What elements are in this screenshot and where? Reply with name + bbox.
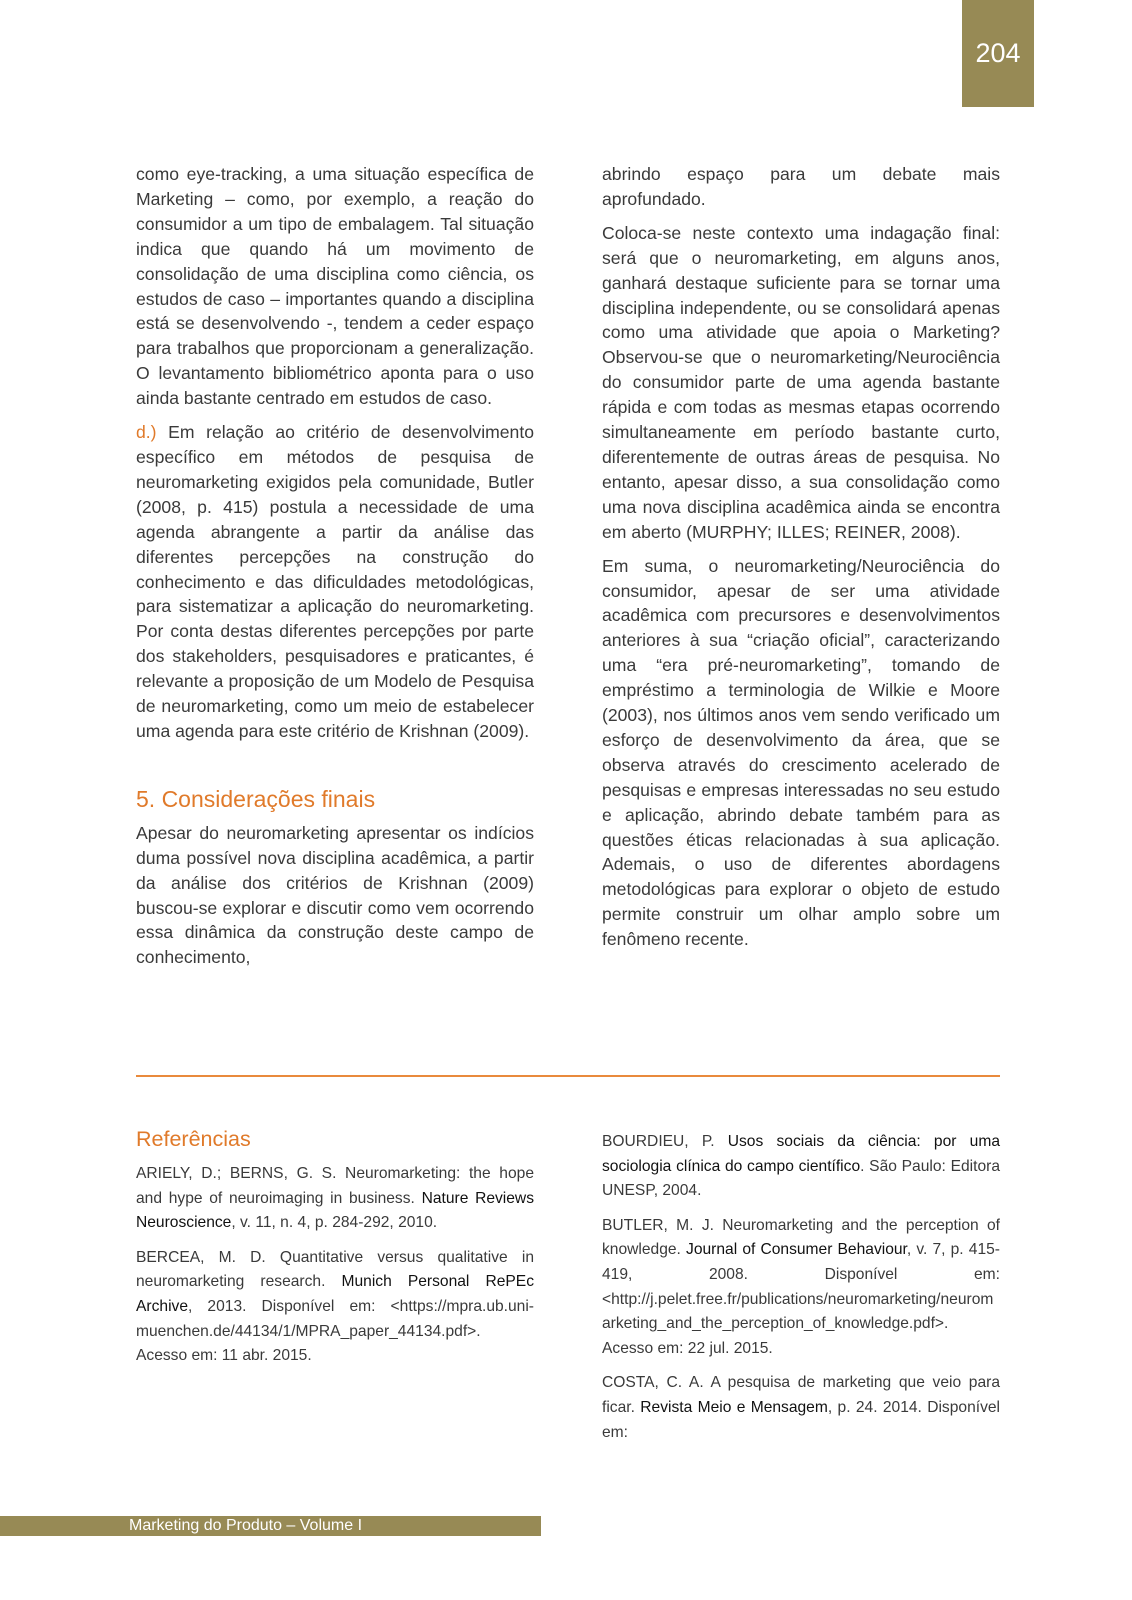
page-number: 204 bbox=[962, 0, 1034, 107]
reference-entry bbox=[136, 1246, 534, 1369]
references-heading: Referências bbox=[136, 1127, 251, 1151]
references-left bbox=[136, 1126, 534, 1379]
reference-source: Munich Personal RePEc Archive bbox=[136, 1273, 534, 1315]
reference-text: , v. 7, p. 415-419, 2008. Disponível em: <http://j.pelet.free.fr/publications/neuromarketing/neuromarketing_and_the_perception_of_knowledge.pdf>. Acesso em: 22 jul. 2015. bbox=[602, 1241, 1000, 1357]
reference-source: Journal of Consumer Behaviour bbox=[686, 1241, 907, 1259]
reference-text: , p. 24. 2014. Disponível em: bbox=[602, 1398, 1001, 1441]
item-text: Em relação ao critério de desenvolvimento específico em métodos de pesquisa de neuromarketing exigidos pela comunidade, Butler (2008, p. 415) postula a necessidade de uma agenda abrangente a partir da análise das diferentes percepções na construção do conhecimento e das dificuldades metodológicas, para sistematizar a aplicação do neuromarketing. Por conta destas diferentes percepções por parte dos stakeholders, pesquisadores e praticantes, é relevante a proposição de um Modelo de Pesquisa de neuromarketing, como um meio de estabelecer uma agenda para este critério de Krishnan (2009). bbox=[136, 422, 535, 741]
reference-text: . São Paulo: Editora UNESP, 2004. bbox=[602, 1157, 1000, 1200]
item-letter: d.) bbox=[136, 422, 157, 443]
reference-entry bbox=[602, 1214, 1000, 1362]
section-divider bbox=[136, 1075, 1000, 1077]
paragraph: Coloca-se neste contexto uma indagação final: será que o neuromarketing, em alguns anos, ganhará destaque suficiente para se tornar uma disciplina independente, ou se consolidará apenas como uma atividade que apoia o Marketing? Observou-se que o neuromarketing/Neurociência do consumidor parte de uma agenda bastante rápida e com todas as mesmas etapas ocorrendo simultaneamente em período bastante curto, diferentemente de outras áreas de pesquisa. No entanto, apesar disso, a sua consolidação como uma nova disciplina acadêmica ainda se encontra em aberto (MURPHY; ILLES; REINER, 2008). bbox=[602, 222, 1000, 542]
reference-text: BUTLER, M. J. Neuromarketing and the perception of knowledge. bbox=[602, 1216, 1000, 1259]
reference-text: , v. 11, n. 4, p. 284-292, 2010. bbox=[231, 1214, 438, 1232]
right-column bbox=[602, 162, 1000, 961]
reference-text: BERCEA, M. D. Quantitative versus qualitative in neuromarketing research. bbox=[136, 1248, 534, 1291]
reference-text: BOURDIEU, P. bbox=[602, 1133, 728, 1150]
reference-text: , 2013. Disponível em: <https://mpra.ub.uni-muenchen.de/44134/1/MPRA_paper_44134.pdf>. Acesso em: 11 abr. 2015. bbox=[136, 1297, 534, 1365]
reference-entry bbox=[136, 1162, 534, 1236]
reference-source: Nature Reviews Neuroscience bbox=[136, 1189, 534, 1232]
paragraph: como eye-tracking, a uma situação específica de Marketing – como, por exemplo, a reação do consumidor a um tipo de embalagem. Tal situação indica que quando há um movimento de consolidação de uma disciplina como ciência, os estudos de caso – importantes quando a disciplina está se desenvolvendo -, tendem a ceder espaço para trabalhos que proporcionam a generalização. O levantamento bibliométrico aponta para o uso ainda bastante centrado em estudos de caso. bbox=[136, 164, 534, 409]
item-d-paragraph bbox=[136, 420, 534, 744]
paragraph: Em suma, o neuromarketing/Neurociência do consumidor, apesar de ser uma atividade acadêmica com precursores e desenvolvimentos anteriores à sua “criação oficial”, caracterizando uma “era pré-neuromarketing”, tomando de empréstimo a terminologia de Wilkie e Moore (2003), nos últimos anos vem sendo verificado um esforço de desenvolvimento da área, que se observa através do crescimento acelerado de pesquisas e empresas interessadas no seu estudo e aplicação, abrindo debate também para as questões éticas relacionadas à sua aplicação. Ademais, o uso de diferentes abordagens metodológicas para explorar o objeto de estudo permite construir um olhar amplo sobre um fenômeno recente. bbox=[602, 555, 1000, 950]
reference-entry bbox=[602, 1371, 1000, 1445]
section-heading: 5. Considerações finais bbox=[136, 785, 376, 812]
paragraph: Apesar do neuromarketing apresentar os indícios duma possível nova disciplina acadêmica, a partir da análise dos critérios de Krishnan (2009) buscou-se explorar e discutir como vem ocorrendo essa dinâmica da construção deste campo de conhecimento, bbox=[136, 822, 534, 968]
footer-title: Marketing do Produto – Volume I bbox=[129, 1517, 363, 1534]
references-right bbox=[602, 1130, 1000, 1455]
left-column bbox=[136, 162, 534, 979]
reference-entry bbox=[602, 1130, 1000, 1204]
reference-source: Usos sociais da ciência: por uma sociologia clínica do campo científico bbox=[602, 1133, 1000, 1175]
reference-text: ARIELY, D.; BERNS, G. S. Neuromarketing: the hope and hype of neuroimaging in business. bbox=[136, 1165, 534, 1207]
reference-text: COSTA, C. A. A pesquisa de marketing que veio para ficar. bbox=[602, 1374, 1000, 1416]
paragraph: abrindo espaço para um debate mais aprofundado. bbox=[602, 164, 1000, 209]
reference-source: Revista Meio e Mensagem bbox=[640, 1398, 828, 1416]
